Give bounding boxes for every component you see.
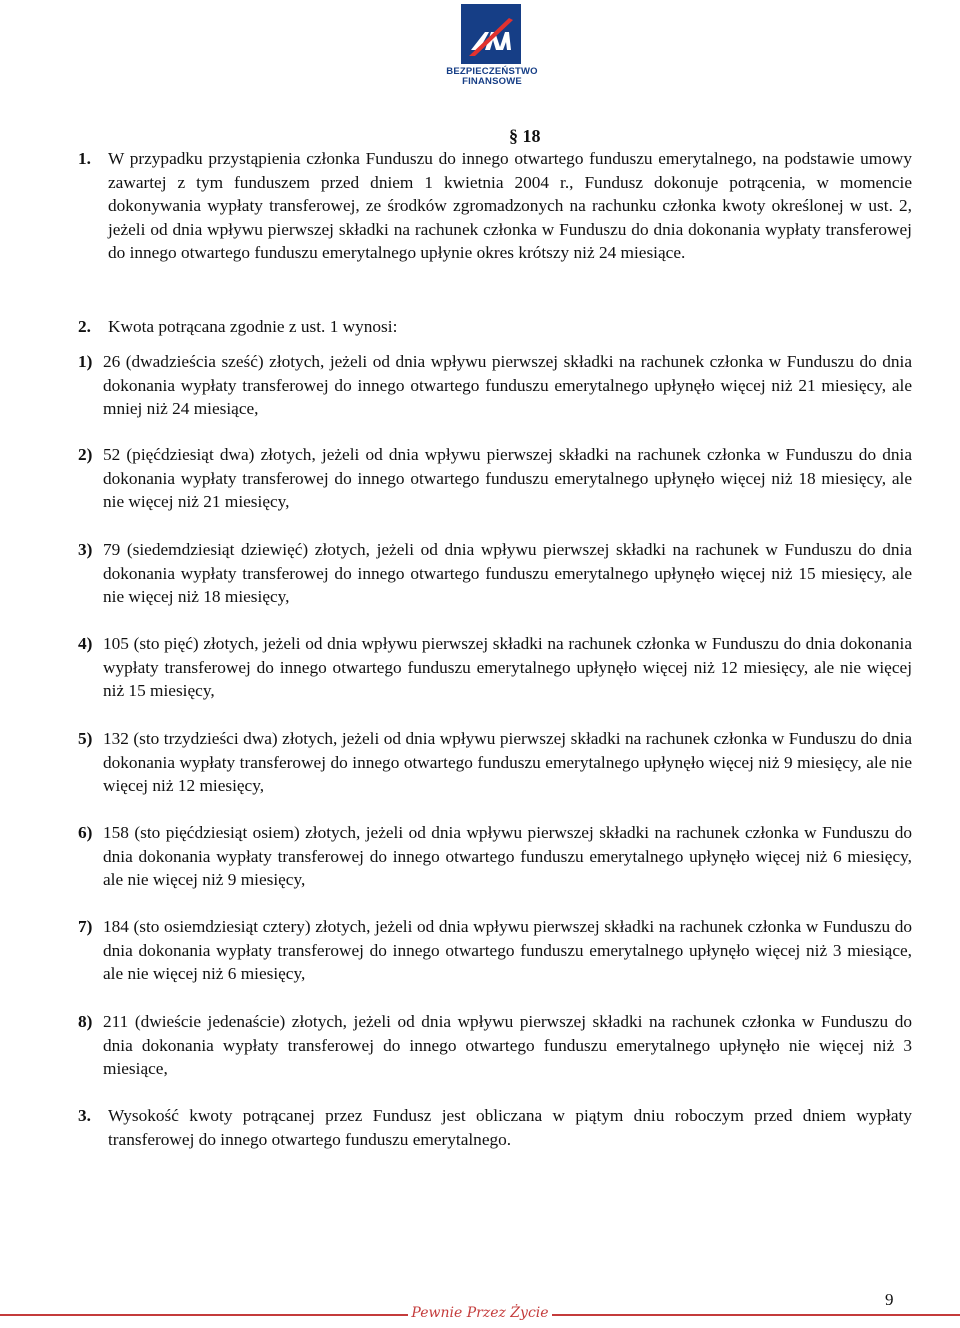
paragraph-number: 1. xyxy=(78,149,91,168)
list-item-text: 105 (sto pięć) złotych, jeżeli od dnia wpływu pierwszej składki na rachunek członka w Funduszu do dnia dokonania wypłaty transferowej do innego otwartego funduszu emerytalnego upłynęło więcej niż 12 miesięcy, ale nie więcej niż 15 miesięcy, xyxy=(103,634,912,701)
page-number: 9 xyxy=(885,1290,894,1309)
list-item xyxy=(78,821,912,892)
logo-text-line1: BEZPIECZEŃSTWO xyxy=(446,66,538,77)
axa-logo-mark xyxy=(461,4,521,64)
list-item-text: 132 (sto trzydzieści dwa) złotych, jeżeli od dnia wpływu pierwszej składki na rachunek członka w Funduszu do dnia dokonania wypłaty transferowej do innego otwartego funduszu emerytalnego upłynęło więcej niż 9 miesięcy, ale nie więcej niż 12 miesięcy, xyxy=(103,729,912,796)
list-item-number: 2) xyxy=(78,445,93,464)
list-item-number: 7) xyxy=(78,917,93,936)
list-item-number: 1) xyxy=(78,352,93,371)
list-item-text: 52 (pięćdziesiąt dwa) złotych, jeżeli od dnia wpływu pierwszej składki na rachunek członka w Funduszu do dnia dokonania wypłaty transferowej do innego otwartego funduszu emerytalnego upłynęło więcej niż 18 miesięcy, ale nie więcej niż 21 miesięcy, xyxy=(103,445,912,512)
axa-logo xyxy=(445,4,539,86)
paragraph xyxy=(78,147,912,265)
list-item xyxy=(78,350,912,421)
footer-divider-right xyxy=(552,1314,960,1316)
list-item-number: 4) xyxy=(78,634,93,653)
list-item-number: 8) xyxy=(78,1012,93,1031)
list-item xyxy=(78,538,912,609)
list-item xyxy=(78,443,912,514)
section-heading xyxy=(509,126,541,147)
footer-slogan: Pewnie Przez Życie xyxy=(411,1305,549,1321)
list-item-number: 6) xyxy=(78,823,93,842)
paragraph-number: 3. xyxy=(78,1106,91,1125)
list-item xyxy=(78,1010,912,1081)
paragraph-text: Kwota potrącana zgodnie z ust. 1 wynosi: xyxy=(108,317,398,336)
list-item xyxy=(78,632,912,703)
section-symbol: § xyxy=(509,126,518,146)
paragraph xyxy=(78,1104,912,1151)
list-item-text: 79 (siedemdziesiąt dziewięć) złotych, jeżeli od dnia wpływu pierwszej składki na rachunek w Funduszu do dnia dokonania wypłaty transferowej do innego otwartego funduszu emerytalnego upłynęło więcej niż 15 miesięcy, ale nie więcej niż 18 miesięcy, xyxy=(103,540,912,607)
footer-divider-left xyxy=(0,1314,408,1316)
list-item xyxy=(78,915,912,986)
list-item-text: 184 (sto osiemdziesiąt cztery) złotych, jeżeli od dnia wpływu pierwszej składki na rachunek członka w Funduszu do dnia dokonania wypłaty transferowej do innego otwartego funduszu emerytalnego upłynęło więcej niż 3 miesiące, ale nie więcej niż 6 miesięcy, xyxy=(103,917,912,984)
logo-text-line2: FINANSOWE xyxy=(462,76,522,87)
list-item-number: 5) xyxy=(78,729,93,748)
paragraph-text: W przypadku przystąpienia członka Funduszu do innego otwartego funduszu emerytalnego, na podstawie umowy zawartej z tym funduszem przed dniem 1 kwietnia 2004 r., Fundusz dokonuje potrącenia, w momencie dokonywania wypłaty transferowej, ze środków zgromadzonych na rachunku członka kwoty określonej w ust. 2, jeżeli od dnia wpływu pierwszej składki na rachunek członka w Funduszu do dnia dokonania wypłaty transferowej do innego otwartego funduszu emerytalnego upłynie okres krótszy niż 24 miesiące. xyxy=(108,149,912,263)
list-item-number: 3) xyxy=(78,540,93,559)
paragraph-number: 2. xyxy=(78,317,91,336)
list-item-text: 158 (sto pięćdziesiąt osiem) złotych, jeżeli od dnia wpływu pierwszej składki na rachunek członka w Funduszu do dnia dokonania wypłaty transferowej do innego otwartego funduszu emerytalnego upłynęło więcej niż 6 miesięcy, ale nie więcej niż 9 miesięcy, xyxy=(103,823,912,890)
paragraph xyxy=(78,315,912,339)
paragraph-text: Wysokość kwoty potrącanej przez Fundusz jest obliczana w piątym dniu roboczym przed dniem wypłaty transferowej do innego otwartego funduszu emerytalnego. xyxy=(108,1106,912,1149)
list-item-text: 211 (dwieście jedenaście) złotych, jeżeli od dnia wpływu pierwszej składki na rachunek członka w Funduszu do dnia dokonania wypłaty transferowej do innego otwartego funduszu emerytalnego upłynęło nie więcej niż 3 miesiące, xyxy=(103,1012,912,1079)
section-number: 18 xyxy=(522,126,541,146)
list-item-text: 26 (dwadzieścia sześć) złotych, jeżeli od dnia wpływu pierwszej składki na rachunek członka w Funduszu do dnia dokonania wypłaty transferowej do innego otwartego funduszu emerytalnego upłynęło więcej niż 21 miesięcy, ale mniej niż 24 miesiące, xyxy=(103,352,912,419)
list-item xyxy=(78,727,912,798)
